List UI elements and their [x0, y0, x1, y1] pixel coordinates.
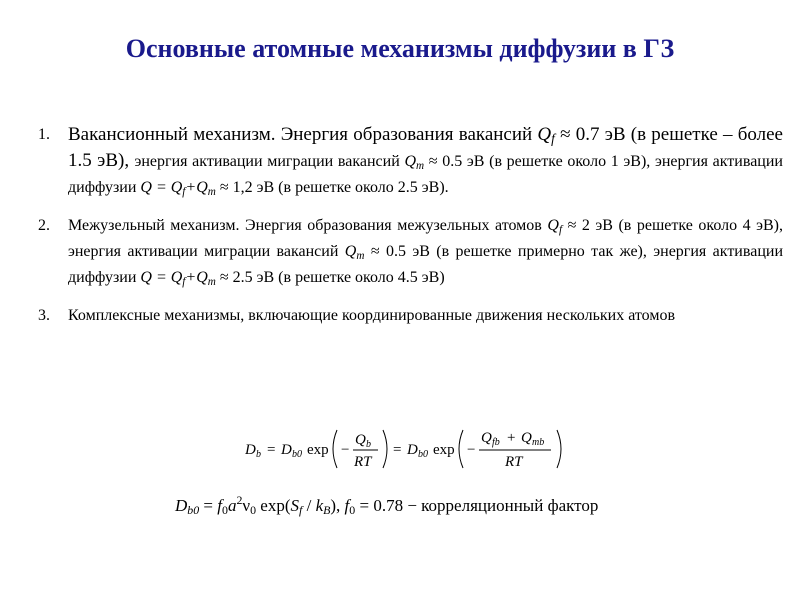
- formula-eq1: =: [267, 442, 276, 458]
- diffusion-coefficient-formula: [245, 424, 575, 474]
- list-item: [38, 215, 783, 293]
- formula-db: D: [245, 442, 256, 458]
- formula-exp: exp: [307, 442, 329, 458]
- paren-left-2: [459, 430, 463, 468]
- formula-qfb-sub: fb: [492, 437, 500, 448]
- interstitial-mechanism-text: Межузельный механизм. Энергия образования межузельных атомов $Q_f \approx 2$ эВ (в решетке около 4 эВ), энергия активации миграции вакансий $Q_m \approx 0.5$ эВ (в решетке примерно так же), энергия активации диффузии $Q = Q_f+Q_m \approx 2.5$ эВ (в решетке около 4.5 эВ): [68, 217, 784, 288]
- pre-exponential-formula: $D_{b0} = f_0a^2\nu_0$ $\exp(S_f / k_B)$, $f_0 = 0.78$ − корреляционный фактор: [175, 493, 599, 517]
- formula-qmb: Q: [521, 430, 532, 446]
- paren-right-1: [383, 430, 387, 468]
- paren-right-2: [557, 430, 561, 468]
- formula-qb-sub: b: [366, 439, 371, 450]
- formula-rt2: RT: [505, 454, 523, 470]
- formula-qb: Q: [355, 432, 366, 448]
- formula-minus2: −: [467, 442, 476, 458]
- vacancy-mechanism-text: Вакансионный механизм. Энергия образования вакансий $Q_f \approx 0.7$ эВ (в решетке – более 1.5 эВ),: [68, 124, 783, 171]
- formula-expb: exp: [433, 442, 455, 458]
- vacancy-mechanism-details: энергия активации миграции вакансий $Q_m \approx 0.5$ эВ (в решетке около 1 эВ), энергия активации диффузии $Q = Q_f+Q_m \approx 1,2$ эВ (в решетке около 2.5 эВ).: [68, 153, 783, 198]
- mechanism-list: [38, 124, 783, 339]
- list-item: [38, 124, 783, 203]
- formula-plus: +: [507, 430, 516, 446]
- formula-minus1: −: [341, 442, 350, 458]
- formula-eq2: =: [393, 442, 402, 458]
- formula-rt1: RT: [354, 454, 372, 470]
- formula-qfb: Q: [481, 430, 492, 446]
- formula-db0-sub: b0: [292, 449, 302, 460]
- formula-db0: D: [281, 442, 292, 458]
- list-number: 2.: [38, 217, 50, 234]
- list-number: 1.: [38, 126, 50, 143]
- list-number: 3.: [38, 307, 50, 324]
- complex-mechanism-text: Комплексные механизмы, включающие координированные движения нескольких атомов: [68, 307, 676, 324]
- formula-db0b: D: [407, 442, 418, 458]
- formula-db-sub: b: [256, 449, 261, 460]
- formula-db0b-sub: b0: [418, 449, 428, 460]
- paren-left-1: [333, 430, 337, 468]
- slide-title: Основные атомные механизмы диффузии в ГЗ: [125, 34, 675, 63]
- list-item: [38, 305, 783, 327]
- formula-qmb-sub: mb: [532, 437, 545, 448]
